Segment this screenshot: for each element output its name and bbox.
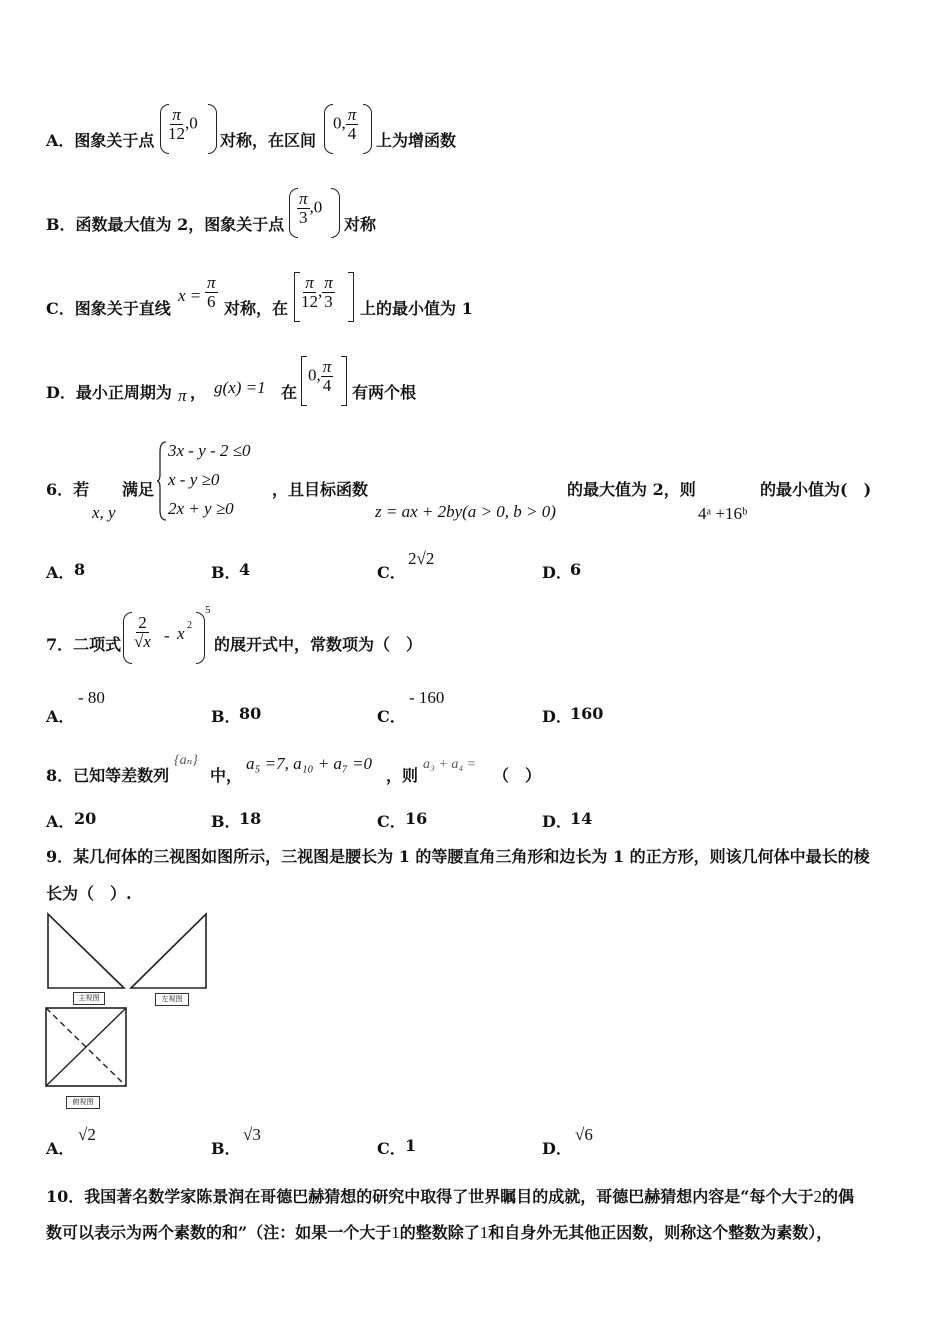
q9-option-b-value: √3 — [243, 1125, 261, 1144]
q8-option-c-value: 16 — [405, 809, 428, 828]
q5b-frac: $\frac{\pi}{3}$ ,0 — [299, 189, 323, 227]
q5d-comma: ， — [190, 383, 207, 402]
paren-right — [331, 188, 340, 238]
q5a-end: 上为增函数 — [376, 131, 457, 150]
paren-right — [196, 612, 205, 664]
q6-expression: 4ᵃ +16ᵇ — [698, 504, 748, 523]
q5c-interval: $\frac{\pi}{12}$ , $\frac{\pi}{3}$ — [301, 273, 333, 311]
paren-left — [123, 612, 132, 664]
q7-option-a-value: - 80 — [78, 688, 105, 707]
q10-line2: 数可以表示为两个素数的和”（注：如果一个大于1的整数除了1和自身外无其他正因数，则称这个整数为素数）， — [46, 1223, 833, 1242]
q8-option-c-key: C． — [377, 812, 406, 831]
q6-text2: ，且目标函数 — [272, 480, 369, 499]
q7-end: 的展开式中，常数项为（ ） — [214, 635, 423, 654]
q7-option-b-value: 80 — [239, 704, 262, 723]
q5d-pi: π — [178, 386, 187, 405]
q5c-x-eq: x = — [178, 286, 202, 305]
q7-option-a-key: A． — [46, 707, 75, 726]
q5d-interval: 0, $\frac{\pi}{4}$ — [308, 357, 332, 395]
q8-then: ，则 — [386, 766, 419, 785]
q6-option-b-key: B． — [211, 563, 241, 582]
paren-right — [363, 104, 372, 154]
paren-right — [208, 104, 217, 154]
q5c-frac: $\frac{\pi}{6}$ — [207, 273, 216, 311]
q9-option-d-value: √6 — [575, 1125, 593, 1144]
q6-system-line2: x - y ≥0 — [168, 470, 220, 489]
q6-text3: 的最大值为 2，则 — [567, 480, 696, 499]
front-view-triangle — [48, 914, 124, 988]
bracket-left — [301, 356, 307, 406]
q6-system-line1: 3x - y - 2 ≤0 — [168, 441, 251, 460]
q6-number: 6．若 — [46, 480, 90, 499]
q5d-gx: g(x) =1 — [214, 378, 266, 397]
q5a-frac1: $\frac{\pi}{12}$ ,0 — [168, 105, 198, 143]
q5a-frac2: 0, $\frac{\pi}{4}$ — [333, 105, 357, 143]
side-view-caption: 左视图 — [155, 993, 189, 1006]
q8-sequence: {aₙ} — [174, 753, 198, 768]
q9-option-c-value: 1 — [405, 1136, 417, 1155]
bracket-right — [341, 356, 347, 406]
top-view-caption: 俯视图 — [66, 1096, 100, 1109]
q8-option-a-value: 20 — [74, 809, 97, 828]
q8-end: （ ） — [493, 766, 542, 785]
q5b-end: 对称 — [344, 215, 377, 234]
q6-mid: 满足 — [122, 480, 155, 499]
q5c-label: C．图象关于直线 — [46, 299, 171, 318]
q6-option-c-key: C． — [377, 563, 406, 582]
q6-option-d-key: D． — [542, 563, 572, 582]
q6-option-d-value: 6 — [570, 560, 582, 579]
front-view-caption: 主视图 — [73, 992, 105, 1005]
side-view-triangle — [131, 914, 206, 988]
q8-number: 8．已知等差数列 — [46, 766, 170, 785]
q5d-end: 有两个根 — [352, 383, 417, 402]
q8-option-b-value: 18 — [239, 809, 262, 828]
q6-option-b-value: 4 — [239, 560, 251, 579]
paren-left — [324, 104, 333, 154]
q7-option-d-key: D． — [542, 707, 572, 726]
q5a-mid: 对称，在区间 — [220, 131, 317, 150]
q7-fraction: $\frac{2}{√x}$ — [134, 613, 151, 651]
q10-line1: 10．我国著名数学家陈景润在哥德巴赫猜想的研究中取得了世界瞩目的成就，哥德巴赫猜想内容是“每个大于2的偶 — [46, 1187, 854, 1206]
q7-option-b-key: B． — [211, 707, 241, 726]
q7-option-c-value: - 160 — [409, 688, 445, 707]
q8-option-d-key: D． — [542, 812, 572, 831]
q8-option-b-key: B． — [211, 812, 241, 831]
q8-condition: a₅ =7, a₁₀ + a₇ =0 — [246, 754, 373, 773]
q6-option-c-value: 2√2 — [408, 549, 435, 568]
q7-option-c-key: C． — [377, 707, 406, 726]
q6-option-a-key: A． — [46, 563, 75, 582]
q7-option-d-value: 160 — [570, 704, 604, 723]
q9-line2: 长为（ ）. — [46, 884, 132, 903]
bracket-left — [294, 272, 300, 322]
q7-number: 7．二项式 — [46, 635, 122, 654]
q5c-end: 上的最小值为 1 — [360, 299, 473, 318]
q6-vars: x, y — [92, 503, 116, 522]
q7-minus: - — [164, 626, 170, 645]
q6-text4: 的最小值为( ) — [760, 480, 872, 499]
q6-system-line3: 2x + y ≥0 — [168, 499, 234, 518]
q6-option-a-value: 8 — [74, 560, 86, 579]
q5c-mid: 对称，在 — [224, 299, 289, 318]
q7-power: 5 — [205, 604, 211, 616]
q9-option-c-key: C． — [377, 1139, 406, 1158]
q8-option-a-key: A． — [46, 812, 75, 831]
brace-icon — [156, 440, 168, 522]
q9-line1: 9．某几何体的三视图如图所示，三视图是腰长为 1 的等腰直角三角形和边长为 1 的正方形，则该几何体中最长的棱 — [46, 847, 870, 866]
bracket-right — [348, 272, 354, 322]
q5b-label: B．函数最大值为 2，图象关于点 — [46, 215, 285, 234]
q8-mid: 中， — [210, 766, 243, 785]
q9-option-a-key: A． — [46, 1139, 75, 1158]
q9-option-a-value: √2 — [78, 1125, 96, 1144]
q5d-mid: 在 — [281, 383, 298, 402]
q6-objective: z = ax + 2by(a > 0, b > 0) — [375, 502, 556, 521]
q7-x: x — [177, 624, 185, 643]
q8-option-d-value: 14 — [570, 809, 593, 828]
q8-ask: a₃ + a₄ = — [423, 757, 477, 772]
q9-option-d-key: D． — [542, 1139, 572, 1158]
q9-option-b-key: B． — [211, 1139, 241, 1158]
q7-x-exponent: 2 — [187, 620, 192, 631]
q5a-label: A．图象关于点 — [46, 131, 155, 150]
q5d-label: D．最小正周期为 — [46, 383, 172, 402]
